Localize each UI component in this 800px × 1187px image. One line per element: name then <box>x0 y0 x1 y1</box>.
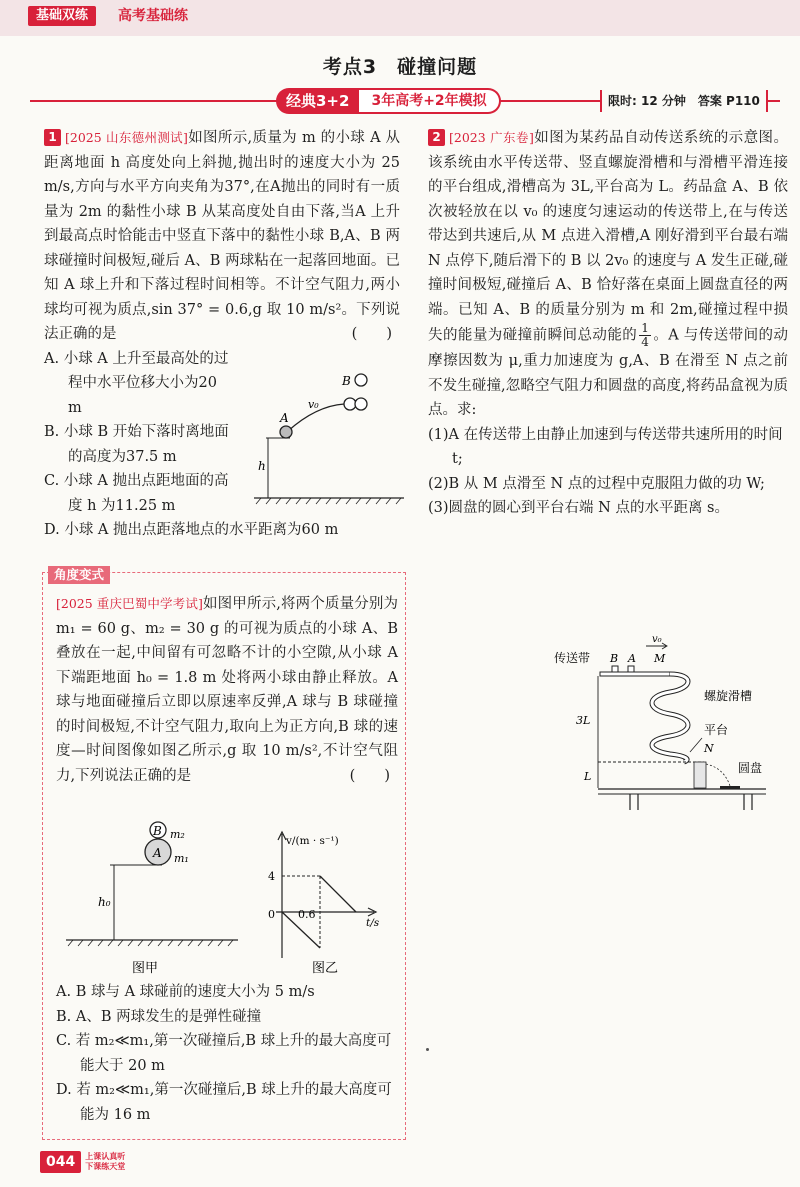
q1-figure-label-h: h <box>258 459 266 473</box>
time-limit: 限时: 12 分钟 答案 P110 <box>600 90 768 112</box>
variant-options <box>56 980 398 1127</box>
q2-fraction-num: 1 <box>641 321 649 335</box>
q2-fig-label-3l: 3L <box>576 714 591 727</box>
q1-figure-ball-a <box>280 426 292 438</box>
q2-figure <box>554 628 774 810</box>
fig-jia-label-m2: m₂ <box>170 828 185 841</box>
fig-jia-label-m1: m₁ <box>174 852 189 865</box>
q1-figure-label-a: A <box>280 411 289 425</box>
q2-fig-label-v0: v₀ <box>652 634 662 645</box>
fig-jia-label-b: B <box>153 824 162 838</box>
fig-jia-label-a: A <box>153 846 162 860</box>
footer <box>40 1150 125 1174</box>
variant-stem-block <box>56 592 398 788</box>
fig-jia-caption: 图甲 <box>132 961 159 976</box>
q2-fig-box-a <box>628 666 634 672</box>
banner-main: 经典3+2 <box>276 88 359 114</box>
q2-fig-conveyor <box>600 672 670 676</box>
fig-yi-xlabel: t/s <box>366 917 380 929</box>
page-title: 考点3 碰撞问题 <box>322 56 478 78</box>
series-tag: 基础双练 <box>28 6 96 26</box>
q2-fig-label-n: N <box>704 742 714 755</box>
q1-answer-blank: ( ) <box>351 326 392 342</box>
variant-figure-jia <box>62 818 242 978</box>
q2-fig-platform <box>694 762 706 788</box>
footer-slogan-2: 下课练天堂 <box>85 1162 126 1171</box>
q1-figure-ball-b <box>355 374 367 386</box>
q2-fig-platform-leader <box>690 738 702 752</box>
q1-option-a: A. 小球 A 上升至最高处的过程中水平位移大小为20 m <box>44 350 229 416</box>
q2-stem: 如图为某药品自动传送系统的示意图。该系统由水平传送带、竖直螺旋滑槽和与滑槽平滑连接的平台组成,滑槽高为 3L,平台高为 L。药品盒 A、B 依次被轻放在以 v₀ 的速度匀速运动的传送带上,在与传送带达到共速后,从 M 点进入滑槽,A 刚好滑到平台最右端 N 点停下,随后滑下的 B 以 2v₀ 的速度与 A 发生正碰,碰撞时间极短,碰撞后 A、B 恰好落在桌面上圆盘直径的两端。已知 A、B 的质量分别为 m 和 2m,碰撞过程中损失的能量为碰撞前瞬间总动能的 <box>428 130 788 344</box>
q1-figure-label-b: B <box>342 374 351 388</box>
q2-sub-2: (2)B 从 M 点滑至 N 点的过程中克服阻力做的功 W; <box>428 475 765 492</box>
q1-figure <box>246 366 406 506</box>
variant-option-b: B. A、B 两球发生的是弹性碰撞 <box>56 1008 262 1025</box>
q2-stem-tail: 。A 与传送带间的动摩擦因数为 μ,重力加速度为 g,A、B 在滑至 N 点之前不发生碰撞,忽略空气阻力和圆盘的高度,将药品盒视为质点。求: <box>428 327 788 418</box>
fig-jia-ground-hatch <box>68 940 233 946</box>
variant-option-d: D. 若 m₂≪m₁,第一次碰撞后,B 球上升的最大高度可能为 16 m <box>56 1082 392 1123</box>
q1-stem: 如图所示,质量为 m 的小球 A 从距离地面 h 高度处向上斜抛,抛出时的速度大小为 25 m/s,方向与水平方向夹角为37°,在A抛出的同时有一质量为 2m 的黏性小球 B 从某高度处自由下落,当A 上升到最高点时恰能击中竖直下落中的黏性小球 B,A、B 两球碰撞时间极短,碰后 A、B 两球粘在一起落回地面。已知 A 球上升和下落过程时间相等。不计空气阻力,两小球均可视为质点,sin 37° = 0.6,g 取 10 m/s²。下列说法正确的是 <box>44 130 401 342</box>
q2-fraction <box>639 322 651 349</box>
q1-figure-label-v0: v₀ <box>308 398 319 411</box>
q1-figure-ground-hatch <box>256 498 401 504</box>
q2-fraction-den: 4 <box>641 335 649 349</box>
variant-tag: 角度变式 <box>48 566 110 584</box>
variant-stem: 如图甲所示,将两个质量分别为 m₁ = 60 g、m₂ = 30 g 的可视为质点的小球 A、B 叠放在一起,中间留有可忽略不计的小空隙,从小球 A 下端距地面 h₀ = 1.8 m 处将两小球由静止释放。A 球与地面碰撞后立即以原速率反弹,A 球与 B 球碰撞的时间极短,不计空气阻力,取向上为正方向,B 球的速度—时间图像如图乙所示,g 取 10 m/s²,不计空气阻力,下列说法正确的是 <box>56 596 399 784</box>
fig-yi-tick-06: 0.6 <box>298 908 316 921</box>
q1-source: [2025 山东德州测试] <box>65 130 188 145</box>
q1-figure-ball-pair <box>344 398 367 410</box>
q2-fig-label-platform: 平台 <box>704 723 729 737</box>
footer-slogan <box>85 1152 125 1172</box>
q1-number: 1 <box>44 129 61 146</box>
q2-fig-label-m: M <box>654 652 666 665</box>
variant-source: [2025 重庆巴蜀中学考试] <box>56 596 203 611</box>
page-number: 044 <box>40 1151 81 1173</box>
q1-stem-block <box>44 126 400 347</box>
q1-option-c: C. 小球 A 抛出点距地面的高度 h 为11.25 m <box>44 473 229 514</box>
q2-sub-3: (3)圆盘的圆心到平台右端 N 点的水平距离 s。 <box>428 500 729 516</box>
q2-fig-label-l: L <box>584 770 592 783</box>
variant-answer-blank: ( ) <box>349 767 390 784</box>
variant-question <box>56 592 398 788</box>
q2-fig-trajectory <box>706 764 730 786</box>
fig-yi-tick-4: 4 <box>268 870 275 883</box>
q1-option-d: D. 小球 A 抛出点距落地点的水平距离为60 m <box>44 522 339 538</box>
q2-stem-block <box>428 126 788 423</box>
fig-jia-label-h0: h₀ <box>98 895 111 909</box>
q2-fig-label-disk: 圆盘 <box>738 761 763 775</box>
q2-sub-1: (1)A 在传送带上由静止加速到与传送带共速所用的时间 t; <box>428 426 783 467</box>
question-2 <box>428 126 788 521</box>
q2-number: 2 <box>428 129 445 146</box>
variant-option-a: A. B 球与 A 球碰前的速度大小为 5 m/s <box>56 984 315 1000</box>
q2-fig-label-belt: 传送带 <box>554 651 591 665</box>
stray-dot <box>426 1048 429 1051</box>
fig-yi-line-up <box>320 876 356 912</box>
series-subtitle: 高考基础练 <box>118 8 188 24</box>
footer-slogan-1: 上课认真听 <box>85 1152 126 1161</box>
fig-yi-tick-0: 0 <box>268 908 275 921</box>
banner-sub: 3年高考+2年模拟 <box>359 88 500 114</box>
q1-options <box>44 347 234 519</box>
q2-source: [2023 广东卷] <box>449 130 534 145</box>
q1-option-b: B. 小球 B 开始下落时离地面的高度为37.5 m <box>44 424 229 465</box>
q2-fig-label-a: A <box>628 652 636 665</box>
variant-figure-yi <box>262 826 398 978</box>
variant-option-c: C. 若 m₂≪m₁,第一次碰撞后,B 球上升的最大高度可能大于 20 m <box>56 1033 392 1074</box>
q2-fig-label-chute: 螺旋滑槽 <box>704 689 753 703</box>
q2-fig-label-b: B <box>610 652 619 665</box>
fig-yi-ylabel: v/(m · s⁻¹) <box>286 835 339 847</box>
fig-yi-caption: 图乙 <box>312 961 339 976</box>
q2-fig-box-b <box>612 666 618 672</box>
section-banner <box>276 88 501 114</box>
